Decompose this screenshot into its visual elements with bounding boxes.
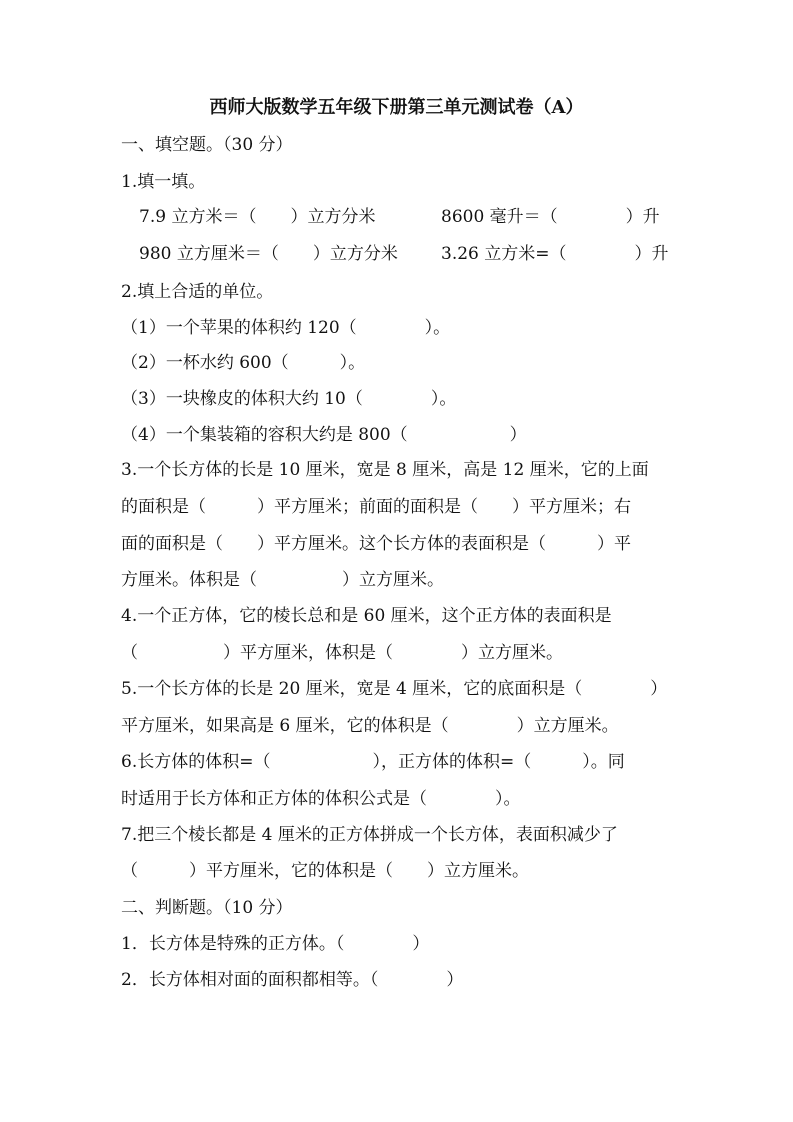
q1-row2-right: 3.26 立方米=（ ）升	[441, 244, 669, 264]
q3-line: 方厘米。体积是（ ）立方厘米。	[121, 570, 444, 590]
q1-row1-left: 7.9 立方米＝（ ）立方分米	[139, 207, 376, 227]
q2-item: （3）一块橡皮的体积大约 10（ ）。	[121, 389, 457, 409]
q1-row1-right: 8600 毫升＝（ ）升	[441, 207, 660, 227]
page-title: 西师大版数学五年级下册第三单元测试卷（A）	[209, 97, 584, 118]
q3-line: 3.一个长方体的长是 10 厘米，宽是 8 厘米，高是 12 厘米，它的上面	[121, 460, 649, 480]
q1-row2-left: 980 立方厘米＝（ ）立方分米	[139, 244, 398, 264]
q5-line: 平方厘米，如果高是 6 厘米，它的体积是（ ）立方厘米。	[121, 716, 619, 736]
q3-line: 面的面积是（ ）平方厘米。这个长方体的表面积是（ ）平	[121, 534, 631, 554]
judge-item: 2．长方体相对面的面积都相等。（ ）	[121, 970, 464, 990]
q2-item: （4）一个集装箱的容积大约是 800（ ）	[121, 425, 527, 445]
q1-label: 1.填一填。	[121, 172, 206, 192]
q7-line: 7.把三个棱长都是 4 厘米的正方体拼成一个长方体，表面积减少了	[121, 825, 618, 845]
q2-item: （2）一杯水约 600（ ）。	[121, 353, 366, 373]
section2-heading: 二、判断题。（10 分）	[121, 898, 293, 918]
q2-label: 2.填上合适的单位。	[121, 282, 274, 302]
section1-heading: 一、填空题。（30 分）	[121, 135, 293, 155]
q4-line: （ ）平方厘米，体积是（ ）立方厘米。	[121, 643, 563, 663]
q6-line: 时适用于长方体和正方体的体积公式是（ ）。	[121, 789, 521, 809]
q3-line: 的面积是（ ）平方厘米；前面的面积是（ ）平方厘米；右	[121, 497, 631, 517]
judge-item: 1．长方体是特殊的正方体。（ ）	[121, 934, 430, 954]
q7-line: （ ）平方厘米，它的体积是（ ）立方厘米。	[121, 861, 529, 881]
q4-line: 4.一个正方体，它的棱长总和是 60 厘米，这个正方体的表面积是	[121, 606, 612, 626]
q2-item: （1）一个苹果的体积约 120（ ）。	[121, 318, 451, 338]
q6-line: 6.长方体的体积=（ ），正方体的体积=（ ）。同	[121, 752, 625, 772]
q5-line: 5.一个长方体的长是 20 厘米，宽是 4 厘米，它的底面积是（ ）	[121, 679, 668, 699]
